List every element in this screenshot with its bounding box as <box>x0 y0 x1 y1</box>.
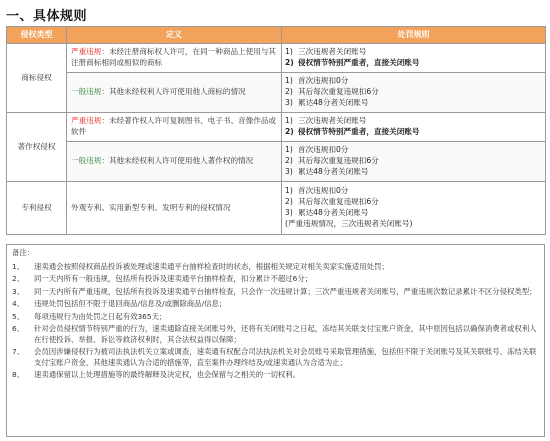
type-cell-trademark: 商标侵权 <box>7 44 67 113</box>
table-row <box>7 182 546 235</box>
penalty-line: 2) 其后每次重复违规扣6分 <box>285 87 379 97</box>
notes-title: 备注： <box>12 248 35 257</box>
definition-cell <box>67 73 282 113</box>
definition-cell <box>67 113 282 142</box>
table-row <box>7 113 546 142</box>
penalty-line: 1) 首次违规扣0分 <box>285 145 349 155</box>
definition-text: ：其他未经权利人许可使用他人著作权的情况 <box>101 156 254 166</box>
penalty-line: (严重违规情况，三次违规者关闭账号) <box>285 218 413 228</box>
definition-cell <box>67 44 282 73</box>
notes-box <box>6 244 545 437</box>
penalty-cell <box>282 73 546 113</box>
violation-level-general: 一般违规 <box>71 87 102 97</box>
penalty-line: 1) 三次违规者关闭账号 <box>285 47 367 57</box>
type-cell-copyright: 著作权侵权 <box>7 113 67 182</box>
table-header-row <box>7 27 546 44</box>
penalty-line: 1) 首次违规扣0分 <box>285 186 349 196</box>
violation-level-serious: 严重违规 <box>71 116 102 126</box>
header-penalty-rules: 处罚规则 <box>282 27 546 44</box>
note-item: 1、 速卖通会按照侵权商品投诉被处理或速卖通平台抽样检查时的状态，根据相关规定对相关卖家实施适用处罚； <box>12 261 389 271</box>
header-definition: 定义 <box>67 27 282 44</box>
note-item: 8、 速卖通保留以上处理措施等的最终解释及决定权，也会保留与之相关的一切权利。 <box>12 370 301 380</box>
definition-text: ：其他未经权利人许可使用他人商标的情况 <box>101 87 246 97</box>
penalty-cell <box>282 44 546 73</box>
note-item: 7、 会员因涉嫌侵权行为被司法执法机关立案或调查，速卖通有权配合司法执法机关对会员账号采取管理措施，包括但不限于关闭账号及其关联账号、冻结关联支付宝账户资金，其他速卖通认为合适的措施等，直至案件办理终结及/或速卖通认为合适为止； <box>12 347 537 367</box>
penalty-line: 3) 累达48分者关闭账号 <box>285 166 369 176</box>
note-item: 5、 每项违规行为由处罚之日起有效365天； <box>12 311 167 321</box>
penalty-line: 3) 累达48分者关闭账号 <box>285 97 369 107</box>
penalty-cell <box>282 113 546 142</box>
definition-text: ：未经注册商标权人许可，在同一种商品上使用与其注册商标相同或相似的商标 <box>71 47 277 67</box>
table-row <box>7 73 546 113</box>
penalty-line: 2) 侵权情节特别严重者，直接关闭账号 <box>285 58 420 67</box>
definition-text: 外观专利、实用新型专利、发明专利的侵权情况 <box>71 202 231 212</box>
note-item: 2、 同一天内所有一般违规，包括所有投诉及速卖通平台抽样检查，扣分累计不超过6分； <box>12 274 313 284</box>
violation-level-general: 一般违规 <box>71 156 102 166</box>
penalty-line: 2) 其后每次重复违规扣6分 <box>285 197 379 207</box>
penalty-line: 2) 其后每次重复违规扣6分 <box>285 156 379 166</box>
type-cell-patent: 专利侵权 <box>7 182 67 235</box>
definition-text: ：未经著作权人许可复制图书、电子书、音像作品或软件 <box>71 116 277 136</box>
section-heading: 一、具体规则 <box>6 9 88 24</box>
definition-cell <box>67 142 282 182</box>
note-item: 6、 针对会员侵权情节特别严重的行为，速卖通除直接关闭账号外，还将有关闭账号之日起，冻结其关联支付宝账户资金，其中原因包括以确保消费者或权利人在行使投诉、举报、诉讼等救济权利时，其合法权益得以保障； <box>12 324 537 344</box>
violation-level-serious: 严重违规 <box>71 47 102 57</box>
penalty-line: 3) 累达48分者关闭账号 <box>285 208 369 217</box>
rules-table <box>6 26 546 235</box>
header-infringement-type: 侵权类型 <box>7 27 67 44</box>
table-row <box>7 142 546 182</box>
penalty-cell <box>282 182 546 235</box>
penalty-line: 1) 首次违规扣0分 <box>285 76 349 86</box>
penalty-cell <box>282 142 546 182</box>
definition-cell <box>67 182 282 235</box>
table-row <box>7 44 546 73</box>
note-item: 3、 同一天内所有严重违规，包括所有投诉及速卖通平台抽样检查，只会作一次违规计算；三次严重违规者关闭账号，严重违规次数记录累计不区分侵权类型； <box>12 286 537 296</box>
note-item: 4、 违规处罚包括但不限于退回商品/信息及/或删除商品/信息； <box>12 299 227 309</box>
penalty-line: 1) 三次违规者关闭账号 <box>285 116 367 126</box>
penalty-line: 2) 侵权情节特别严重者，直接关闭账号 <box>285 127 420 136</box>
